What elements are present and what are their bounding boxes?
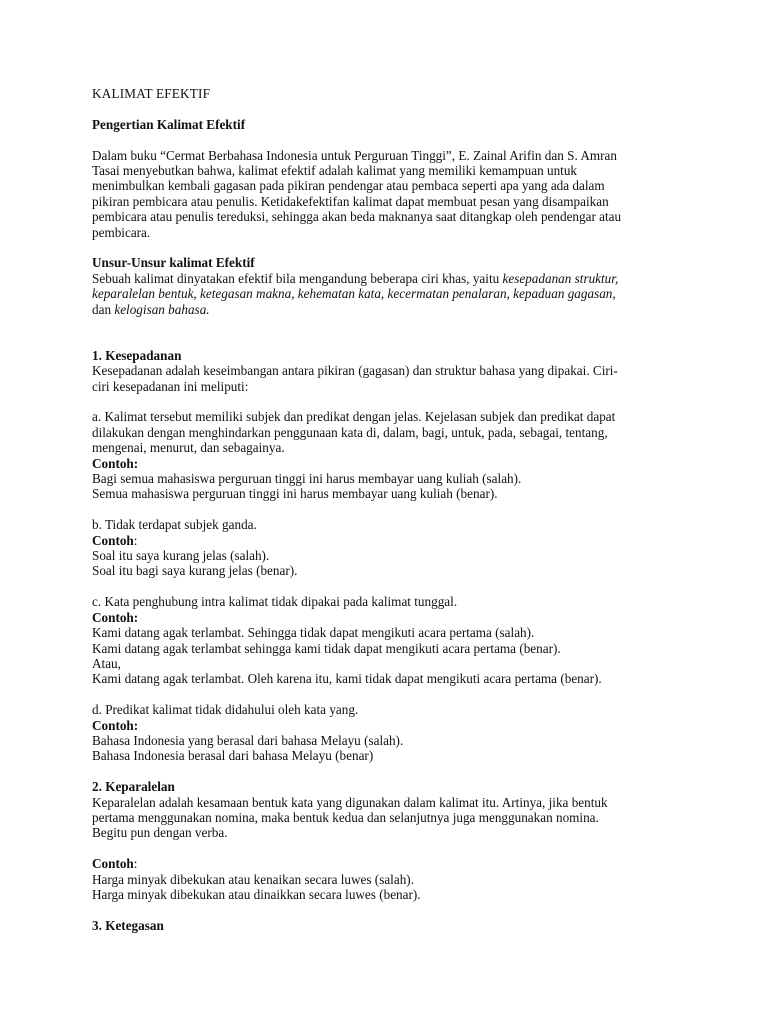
example-line: Soal itu bagi saya kurang jelas (benar). [92,563,298,579]
text-plain: dan [92,301,115,317]
heading-ketegasan: 3. Ketegasan [92,917,164,933]
contoh-colon: : [133,856,138,872]
text-line: Dalam buku “Cermat Berbahasa Indonesia untuk Perguruan Tinggi”, E. Zainal Arifin dan S. Amran [92,147,617,163]
text-line: pembicara. [92,224,151,240]
text-line: Keparalelan adalah kesamaan bentuk kata yang digunakan dalam kalimat itu. Artinya, jika bentuk [92,794,608,810]
text-plain: Sebuah kalimat dinyatakan efektif bila mengandung beberapa ciri khas, yaitu [92,270,503,286]
text-line: c. Kata penghubung intra kalimat tidak dipakai pada kalimat tunggal. [92,594,458,610]
example-line: Semua mahasiswa perguruan tinggi ini harus membayar uang kuliah (benar). [92,486,498,502]
item-b [92,517,682,579]
heading-keparalelan: 2. Keparalelan [92,779,175,795]
example-line: Harga minyak dibekukan atau dinaikkan secara luwes (benar). [92,886,421,902]
contoh-colon: : [133,532,138,548]
item-a [92,409,682,501]
item-d [92,702,682,764]
text-line: keparalelan bentuk, ketegasan makna, kehematan kata, kecermatan penalaran, kepaduan gagasan, [92,286,616,302]
text-line: ciri kesepadanan ini meliputi: [92,378,249,394]
heading-unsur: Unsur-Unsur kalimat Efektif [92,255,255,271]
item-c [92,594,682,686]
text-line: pembicara atau penulis tereduksi, sehingga akan beda maknanya saat ditangkap oleh pendengar atau [92,209,622,225]
heading-pengertian: Pengertian Kalimat Efektif [92,116,246,132]
contoh-line [92,533,682,548]
document-body [92,86,682,933]
text-line: mengenai, menurut, dan sebagainya. [92,440,285,456]
contoh-label: Contoh [92,856,134,872]
contoh-label: Contoh: [92,455,139,471]
text-line [92,302,682,317]
text-line: dilakukan dengan menghindarkan penggunaan kata di, dalam, bagi, untuk, pada, sebagai, tentang, [92,424,608,440]
text-line: menimbulkan kembali gagasan pada pikiran pendengar atau pembaca seperti apa yang ada dalam [92,178,605,194]
text-italic: kesepadanan struktur, [502,270,619,286]
example-line: Bagi semua mahasiswa perguruan tinggi ini harus membayar uang kuliah (salah). [92,471,522,487]
contoh-label: Contoh [92,532,134,548]
text-line: Kesepadanan adalah keseimbangan antara pikiran (gagasan) dan struktur bahasa yang dipakai. Ciri- [92,363,618,379]
text-italic: kelogisan bahasa. [114,301,210,317]
paragraph-unsur [92,271,682,317]
example-line: Bahasa Indonesia yang berasal dari bahasa Melayu (salah). [92,732,404,748]
text-line: d. Predikat kalimat tidak didahului oleh kata yang. [92,702,359,718]
text-line: a. Kalimat tersebut memiliki subjek dan predikat dengan jelas. Kejelasan subjek dan predikat dapat [92,409,616,425]
contoh-line [92,856,682,871]
example-line: Kami datang agak terlambat sehingga kami tidak dapat mengikuti acara pertama (benar). [92,640,561,656]
paragraph-pengertian [92,148,682,240]
heading-kesepadanan: 1. Kesepadanan [92,347,182,363]
example-line: Soal itu saya kurang jelas (salah). [92,548,270,564]
text-line: Tasai menyebutkan bahwa, kalimat efektif adalah kalimat yang memiliki kemampuan untuk [92,163,578,178]
example-line: Kami datang agak terlambat. Oleh karena itu, kami tidak dapat mengikuti acara pertama (benar). [92,671,602,687]
example-line: Harga minyak dibekukan atau kenaikan secara luwes (salah). [92,871,414,887]
text-line: pertama menggunakan nomina, maka bentuk kedua dan selanjutnya juga menggunakan nomina. [92,809,599,825]
example-line: Kami datang agak terlambat. Sehingga tidak dapat mengikuti acara pertama (salah). [92,625,535,641]
example-line: Atau, [92,655,121,671]
document-title: KALIMAT EFEKTIF [92,86,211,101]
text-line: b. Tidak terdapat subjek ganda. [92,517,257,533]
contoh-label: Contoh: [92,717,139,733]
text-line: pikiran pembicara atau penulis. Ketidakefektifan kalimat dapat membuat pesan yang disampaikan [92,193,609,209]
contoh-label: Contoh: [92,609,139,625]
text-line: Begitu pun dengan verba. [92,825,228,841]
text-line [92,271,682,286]
example-line: Bahasa Indonesia berasal dari bahasa Melayu (benar) [92,748,374,764]
